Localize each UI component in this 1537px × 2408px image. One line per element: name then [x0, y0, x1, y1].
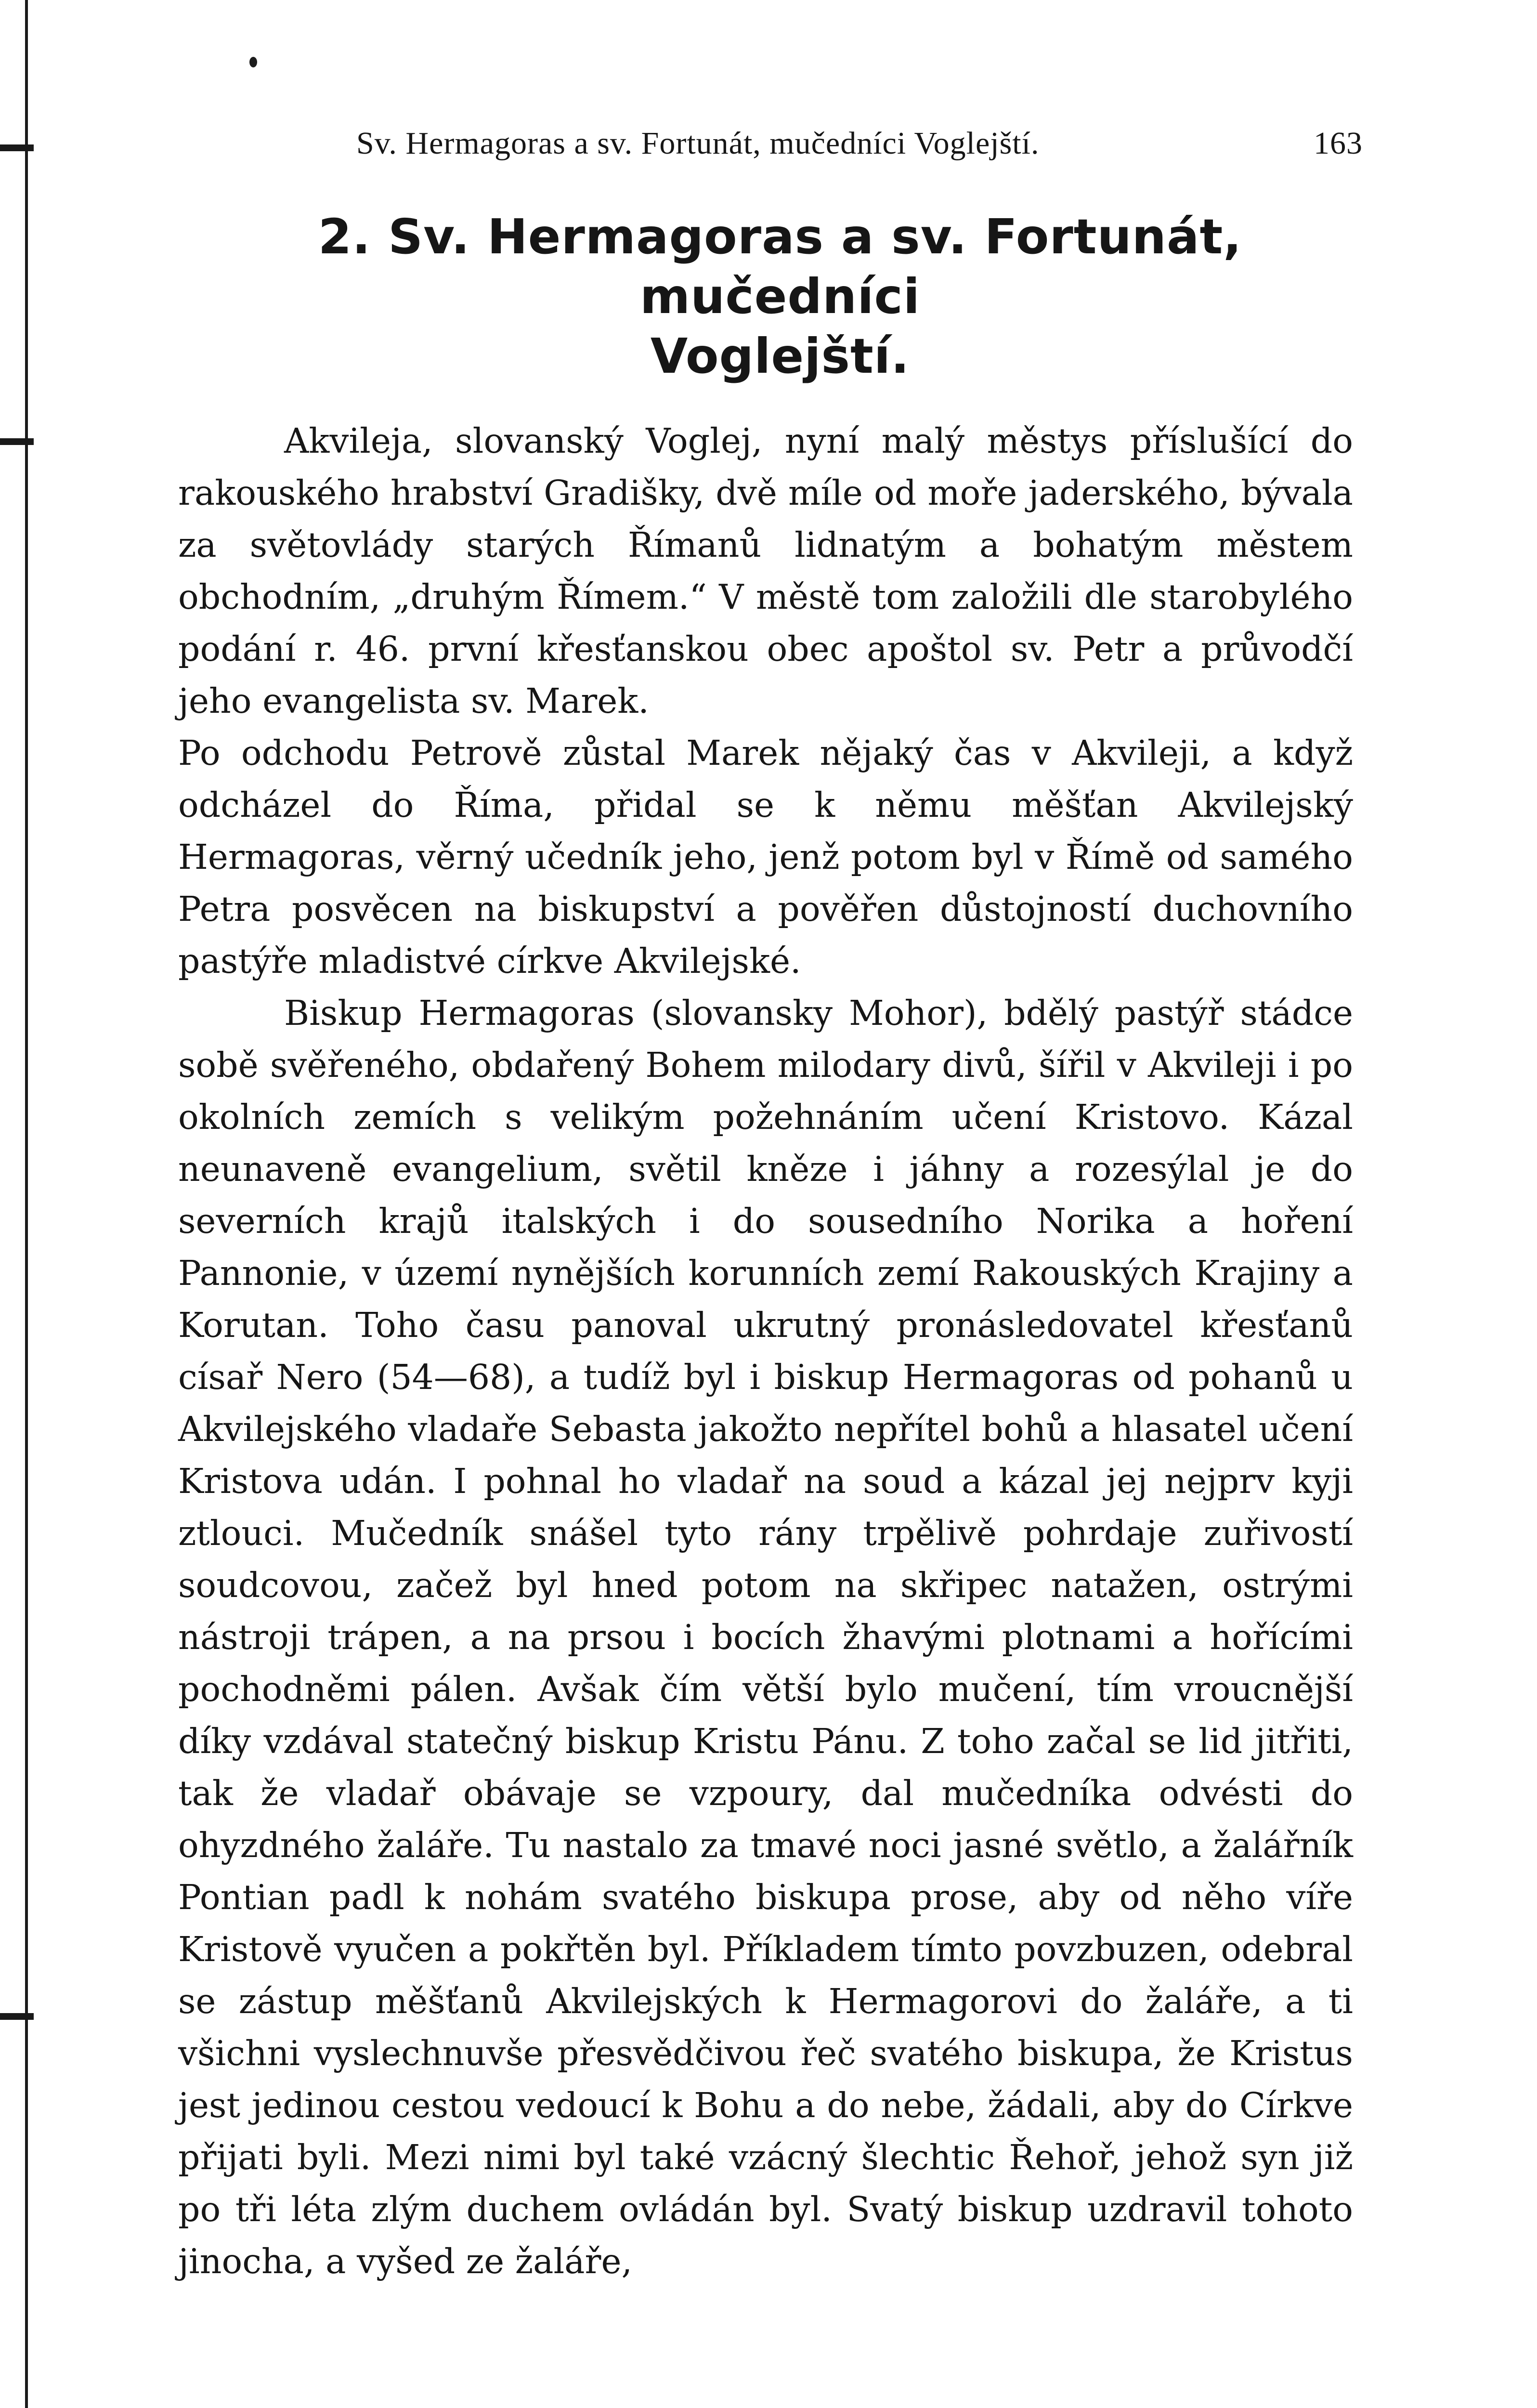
book-page: [178, 111, 1363, 2288]
chapter-title-line-1: 2. Sv. Hermagoras a sv. Fortunát, mučedníci: [318, 209, 1242, 325]
chapter-title-line-2: Voglejští.: [650, 328, 910, 384]
chapter-title: [178, 207, 1353, 386]
scan-binding-edge: [25, 0, 28, 2408]
paragraph: Akvileja, slovanský Voglej, nyní malý městys příslušící do rakouského hrabství Gradišky, dvě míle od moře jaderského, bývala za světovlády starých Římanů lidnatým a bohatým městem obchodním, „druhým Římem.“ V městě tom založili dle starobylého podání r. 46. první křesťanskou obec apoštol sv. Petr a průvodčí jeho evangelista sv. Marek.: [178, 421, 1353, 721]
running-head: [178, 111, 1363, 169]
scan-binding-tick: [0, 438, 34, 445]
page-number: 163: [1314, 126, 1363, 161]
body-text: [178, 415, 1353, 2288]
paragraph: Po odchodu Petrově zůstal Marek nějaký čas v Akvileji, a když odcházel do Říma, přidal se k němu měšťan Akvilejský Hermagoras, věrný učedník jeho, jenž potom byl v Římě od samého Petra posvěcen na biskupství a pověřen důstojností duchovního pastýře mladistvé církve Akvilejské.: [178, 733, 1353, 981]
scan-binding-tick: [0, 144, 34, 151]
paragraph: Biskup Hermagoras (slovansky Mohor), bdělý pastýř stádce sobě svěřeného, obdařený Bohem milodary divů, šířil v Akvileji i po okolních zemích s velikým požehnáním učení Kristovo. Kázal neunaveně evangelium, světil kněze i jáhny a rozesýlal je do severních krajů italských i do sousedního Norika a hoření Pannonie, v území nynějších korunních zemí Rakouských Krajiny a Korutan. Toho času panoval ukrutný pronásledovatel křesťanů císař Nero (54—68), a tudíž byl i biskup Hermagoras od pohanů u Akvilejského vladaře Sebasta jakožto nepřítel bohů a hlasatel učení Kristova udán. I pohnal ho vladař na soud a kázal jej nejprv kyji ztlouci. Mučedník snášel tyto rány trpělivě pohrdaje zuřivostí soudcovou, začež byl hned potom na skřipec natažen, ostrými nástroji trápen, a na prsou i bocích žhavými plotnami a hořícími pochodněmi pálen. Avšak čím větší bylo mučení, tím vroucnější díky vzdával statečný biskup Kristu Pánu. Z toho začal se lid jitřiti, tak že vladař obávaje se vzpoury, dal mučedníka odvésti do ohyzdného žaláře. Tu nastalo za tmavé noci jasné světlo, a žalářník Pontian padl k nohám svatého biskupa prose, aby od něho víře Kristově vyučen a pokřtěn byl. Příkladem tímto povzbuzen, odebral se zástup měšťanů Akvilejských k Hermagorovi do žaláře, a ti všichni vyslechnuvše přesvědčivou řeč svatého biskupa, že Kristus jest jedinou cestou vedoucí k Bohu a do nebe, žádali, aby do Církve přijati byli. Mezi nimi byl také vzácný šlechtic Řehoř, jehož syn již po tři léta zlým duchem ovládán byl. Svatý biskup uzdravil tohoto jinocha, a vyšed ze žaláře,: [178, 993, 1353, 2281]
scan-speck: [249, 57, 257, 67]
scan-binding-tick: [0, 2013, 34, 2020]
scan-left-margin: [0, 0, 28, 2408]
running-head-title: Sv. Hermagoras a sv. Fortunát, mučedníci Voglejští.: [356, 126, 1040, 161]
